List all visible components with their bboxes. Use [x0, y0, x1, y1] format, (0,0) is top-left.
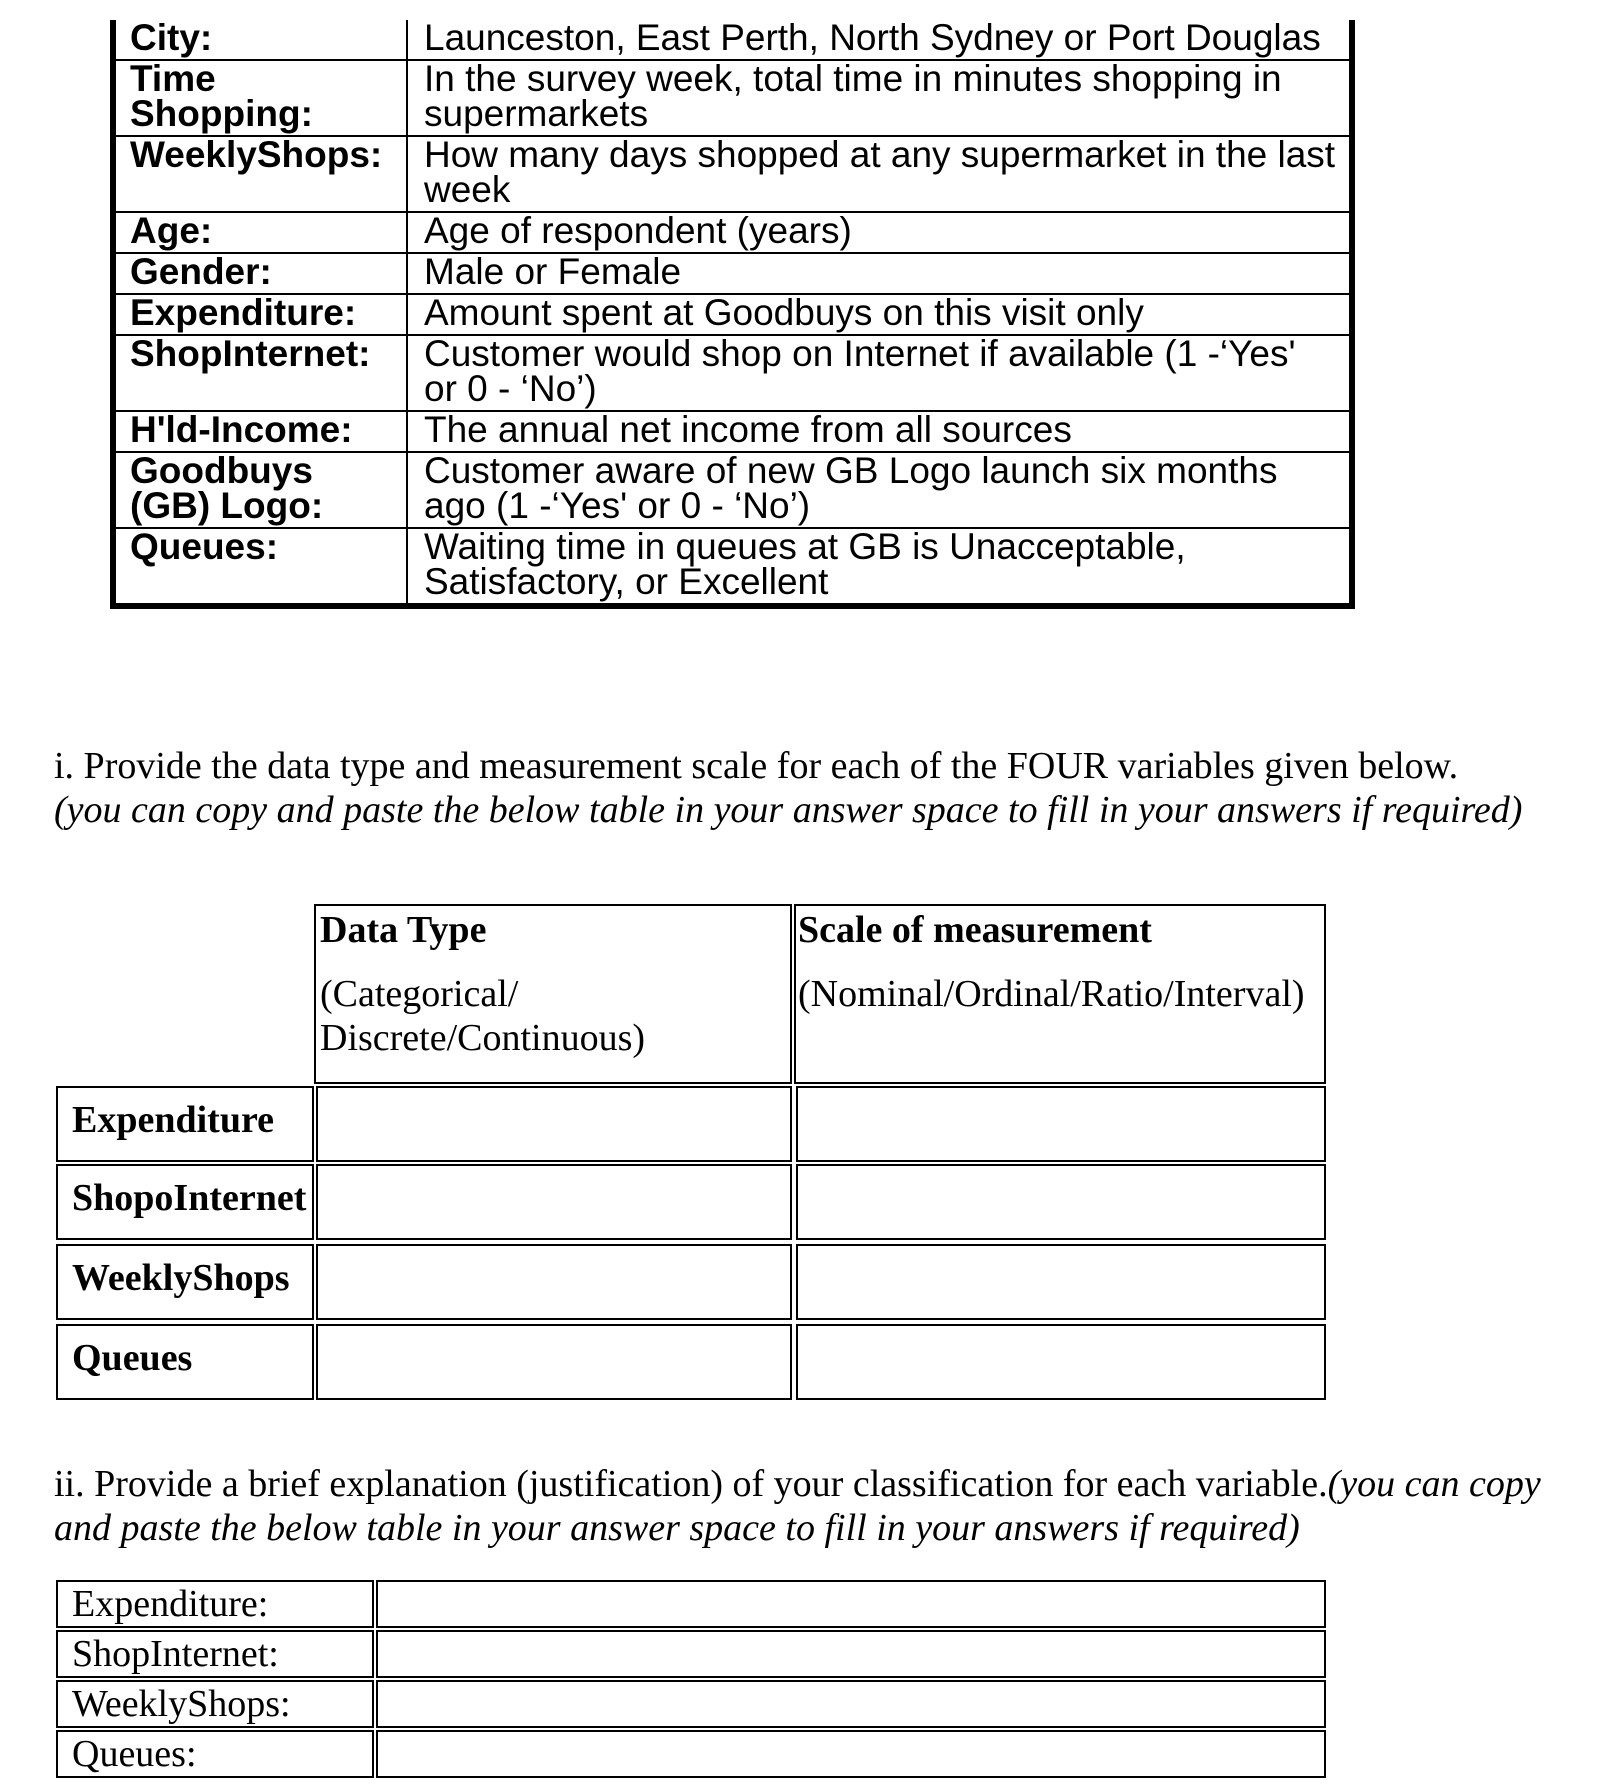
variable-name: Age: [113, 212, 407, 253]
row-label-weeklyshops: WeeklyShops [56, 1244, 314, 1320]
data-type-answer-cell[interactable] [316, 1164, 792, 1240]
question-1 [54, 744, 1554, 832]
variable-name: Goodbuys (GB) Logo: [113, 452, 407, 528]
variable-name: City: [113, 20, 407, 60]
data-type-answer-cell[interactable] [316, 1244, 792, 1320]
justification-label-queues: Queues: [56, 1730, 374, 1778]
variable-name: H'ld-Income: [113, 411, 407, 452]
header-scale-subtitle: (Nominal/Ordinal/Ratio/Interval) [798, 973, 1305, 1015]
variable-description: In the survey week, total time in minutes shopping in supermarkets [407, 60, 1352, 136]
justification-answer-cell[interactable] [376, 1680, 1326, 1728]
header-scale [794, 904, 1326, 1084]
table-row [113, 411, 1352, 452]
header-data-type-title: Data Type [320, 909, 487, 951]
variable-name: Gender: [113, 253, 407, 294]
justification-answer-cell[interactable] [376, 1630, 1326, 1678]
variable-description: Launceston, East Perth, North Sydney or Port Douglas [424, 17, 1321, 58]
question-2-note: (you can copy and paste the below table in your answer space to fill in your answers if required) [54, 1463, 1541, 1549]
variable-description: Male or Female [407, 253, 1352, 294]
variable-definitions-table [110, 17, 1355, 609]
variable-name: Expenditure: [113, 294, 407, 335]
table-row [113, 528, 1352, 606]
table-row [113, 294, 1352, 335]
justification-label-shopinternet: ShopInternet: [56, 1630, 374, 1678]
scale-answer-cell[interactable] [796, 1324, 1326, 1400]
variable-description: Customer would shop on Internet if available (1 -‘Yes' or 0 - ‘No’) [407, 335, 1352, 411]
justification-answer-cell[interactable] [376, 1730, 1326, 1778]
question-1-note: (you can copy and paste the below table in your answer space to fill in your answers if required) [54, 789, 1523, 831]
data-type-answer-cell[interactable] [316, 1086, 792, 1162]
variable-description: Waiting time in queues at GB is Unacceptable, Satisfactory, or Excellent [407, 528, 1352, 606]
question-2-text: ii. Provide a brief explanation (justification) of your classification for each variable. [54, 1463, 1328, 1505]
variable-name: Queues: [113, 528, 407, 606]
header-data-type-subtitle: (Categorical/ Discrete/Continuous) [320, 973, 646, 1059]
table-row [113, 212, 1352, 253]
table-row [113, 335, 1352, 411]
table-row [113, 20, 1352, 60]
header-scale-title: Scale of measurement [798, 909, 1152, 951]
row-label-expenditure: Expenditure [56, 1086, 314, 1162]
table-row [113, 253, 1352, 294]
scale-answer-cell[interactable] [796, 1086, 1326, 1162]
row-label-shopointernet: ShopoInternet [56, 1164, 314, 1240]
header-data-type [314, 904, 792, 1084]
question-1-text: i. Provide the data type and measurement scale for each of the FOUR variables given below. [54, 745, 1459, 787]
table-row [113, 60, 1352, 136]
question-2 [54, 1462, 1554, 1550]
variable-description: How many days shopped at any supermarket in the last week [407, 136, 1352, 212]
justification-label-weeklyshops: WeeklyShops: [56, 1680, 374, 1728]
variable-name: ShopInternet: [113, 335, 407, 411]
data-type-answer-cell[interactable] [316, 1324, 792, 1400]
scale-answer-cell[interactable] [796, 1164, 1326, 1240]
variable-description: Customer aware of new GB Logo launch six months ago (1 -‘Yes' or 0 - ‘No’) [407, 452, 1352, 528]
row-label-queues: Queues [56, 1324, 314, 1400]
variable-description: The annual net income from all sources [407, 411, 1352, 452]
variable-description: Age of respondent (years) [407, 212, 1352, 253]
variable-name: WeeklyShops: [113, 136, 407, 212]
variable-description: Amount spent at Goodbuys on this visit only [407, 294, 1352, 335]
variable-name: Time Shopping: [113, 60, 407, 136]
scale-answer-cell[interactable] [796, 1244, 1326, 1320]
justification-label-expenditure: Expenditure: [56, 1580, 374, 1628]
table-row [113, 452, 1352, 528]
table-row [113, 136, 1352, 212]
justification-answer-cell[interactable] [376, 1580, 1326, 1628]
